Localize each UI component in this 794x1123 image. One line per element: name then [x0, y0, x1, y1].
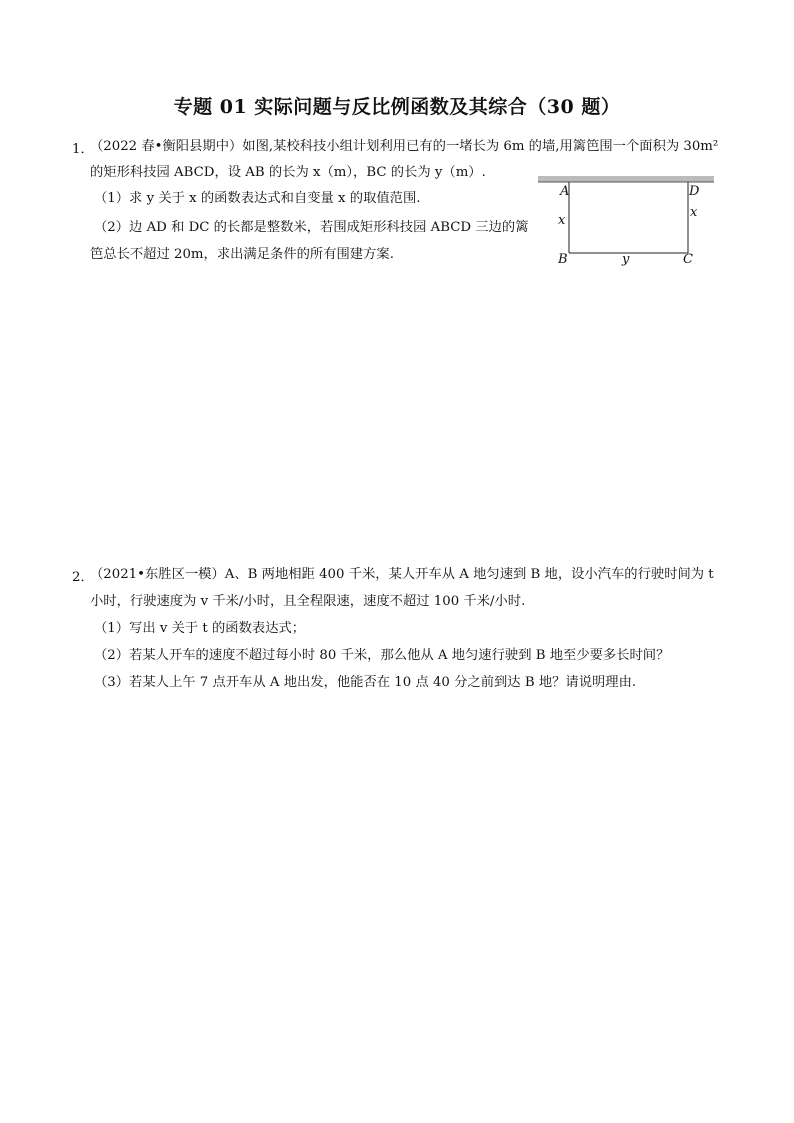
vertex-d-label: D — [689, 184, 700, 199]
question-2-number: 2． — [72, 570, 94, 585]
vertex-b-label: B — [558, 252, 568, 267]
side-x-right-label: x — [690, 205, 698, 220]
question-2-line-2: 小时，行驶速度为 v 千米/小时，且全程限速，速度不超过 100 千米/小时. — [90, 594, 526, 609]
question-1-line-1: （2022 春•衡阳县期中）如图,某校科技小组计划利用已有的一堵长为 6m 的墙,用篱笆围一个面积为 30m² — [90, 139, 719, 154]
vertex-a-label: A — [560, 184, 570, 199]
rectangle-figure — [536, 172, 716, 270]
side-x-left-label: x — [558, 213, 566, 228]
wall-band — [538, 176, 714, 182]
page-title: 专题 01 实际问题与反比例函数及其综合（30 题） — [173, 96, 621, 118]
question-1-part-2: （2）边 AD 和 DC 的长都是整数米，若围成矩形科技园 ABCD 三边的篱 — [94, 220, 529, 235]
question-2-line-1: （2021•东胜区一模）A、B 两地相距 400 千米，某人开车从 A 地匀速到 B 地，设小汽车的行驶时间为 t — [90, 567, 714, 582]
question-2-part-1: （1）写出 v 关于 t 的函数表达式； — [94, 621, 306, 636]
question-2-part-2: （2）若某人开车的速度不超过每小时 80 千米，那么他从 A 地匀速行驶到 B 地至少要多长时间？ — [94, 648, 670, 663]
question-1-part-1: （1）求 y 关于 x 的函数表达式和自变量 x 的取值范围. — [94, 191, 421, 206]
side-y-label: y — [622, 252, 630, 267]
question-2-part-3: （3）若某人上午 7 点开车从 A 地出发，他能否在 10 点 40 分之前到达 B 地？请说明理由. — [94, 675, 637, 690]
question-1-number: 1． — [72, 142, 94, 157]
question-1-line-2: 的矩形科技园 ABCD，设 AB 的长为 x（m），BC 的长为 y（m）. — [90, 165, 486, 180]
vertex-c-label: C — [683, 252, 693, 267]
question-1-part-2-cont: 笆总长不超过 20m，求出满足条件的所有围建方案. — [90, 247, 394, 262]
